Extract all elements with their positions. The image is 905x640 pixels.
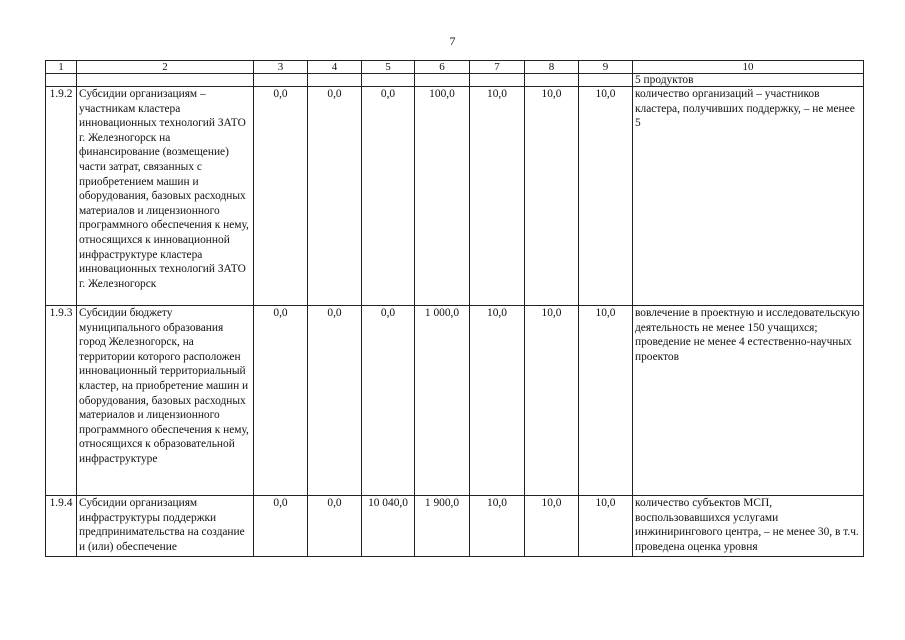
value-cell: 10,0: [525, 87, 579, 306]
header-cell: 4: [308, 61, 362, 74]
value-cell: 0,0: [362, 306, 415, 496]
value-cell: 10,0: [525, 496, 579, 557]
header-cell: 7: [470, 61, 525, 74]
row-result: количество организаций – участников кластера, получивших поддержку, – не менее 5: [633, 87, 864, 306]
table-row: [46, 87, 864, 306]
value-cell: 0,0: [362, 87, 415, 306]
value-cell: 0,0: [254, 87, 308, 306]
header-cell: 9: [579, 61, 633, 74]
row-description: Субсидии организациям инфраструктуры поддержки предпринимательства на создание и (или) обеспечение: [77, 496, 254, 557]
value-cell: 10,0: [579, 87, 633, 306]
page-number: 7: [449, 34, 456, 48]
row-result: количество субъектов МСП, воспользовавшихся услугами инжинирингового центра, – не менее 30, в т.ч. проведена оценка уровня: [633, 496, 864, 557]
table-row: [46, 496, 864, 557]
header-cell: 1: [46, 61, 77, 74]
header-cell: 3: [254, 61, 308, 74]
value-cell: 1 900,0: [415, 496, 470, 557]
table-row: [46, 306, 864, 496]
row-description: Субсидии бюджету муниципального образования город Железногорск, на территории которого расположен инновационный территориальный кластер, на приобретение машин и оборудования, базовых расходных материалов и лицензионного программного обеспечения к нему, относящихся к образовательной инфраструктуре: [77, 306, 254, 496]
value-cell: 0,0: [254, 496, 308, 557]
program-table: [45, 60, 864, 557]
row-number: 1.9.4: [46, 496, 77, 557]
header-row: [46, 61, 864, 74]
header-cell: 2: [77, 61, 254, 74]
value-cell: 1 000,0: [415, 306, 470, 496]
row-number: 1.9.3: [46, 306, 77, 496]
value-cell: 10,0: [470, 87, 525, 306]
value-cell: 0,0: [254, 306, 308, 496]
header-cell: 8: [525, 61, 579, 74]
header-cell: 5: [362, 61, 415, 74]
value-cell: 10 040,0: [362, 496, 415, 557]
value-cell: 0,0: [308, 87, 362, 306]
value-cell: 10,0: [579, 306, 633, 496]
value-cell: 0,0: [308, 496, 362, 557]
row-description: Субсидии организациям – участникам кластера инновационных технологий ЗАТО г. Железногорск на финансирование (возмещение) части затрат, связанных с приобретением машин и оборудования, базовых расходных материалов и лицензионного программного обеспечения к нему, относящихся к инновационной инфраструктуре кластера инновационных технологий ЗАТО г. Железногорск: [77, 87, 254, 306]
value-cell: 0,0: [308, 306, 362, 496]
row-number: 1.9.2: [46, 87, 77, 306]
header-cell: 10: [633, 61, 864, 74]
continuation-text: 5 продуктов: [633, 74, 864, 87]
row-result: вовлечение в проектную и исследовательскую деятельность не менее 150 учащихся; проведение не менее 4 естественно-научных проектов: [633, 306, 864, 496]
header-cell: 6: [415, 61, 470, 74]
continuation-row: [46, 74, 864, 87]
value-cell: 100,0: [415, 87, 470, 306]
value-cell: 10,0: [579, 496, 633, 557]
value-cell: 10,0: [525, 306, 579, 496]
value-cell: 10,0: [470, 496, 525, 557]
value-cell: 10,0: [470, 306, 525, 496]
